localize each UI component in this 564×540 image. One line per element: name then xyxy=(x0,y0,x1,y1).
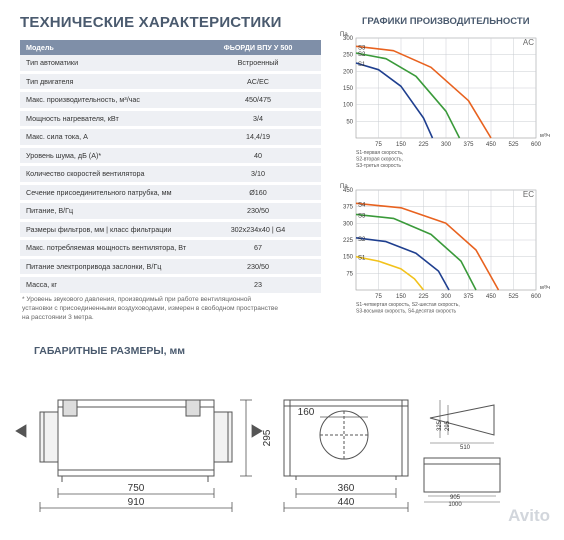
specs-heading: ТЕХНИЧЕСКИЕ ХАРАКТЕРИСТИКИ xyxy=(20,14,282,31)
spec-value: 40 xyxy=(193,146,321,165)
spec-value: 23 xyxy=(193,276,321,295)
x-tick-label: 300 xyxy=(440,142,452,148)
table-row xyxy=(20,220,321,239)
y-tick-label: 225 xyxy=(342,238,353,244)
series-label: S2 xyxy=(358,236,366,243)
spec-param: Питание, В/Гц xyxy=(20,202,193,221)
legend-text: S1-четвертая скорость, S2-шестая скорость, xyxy=(356,302,460,308)
spec-value: AC/EC xyxy=(193,72,321,91)
x-tick-label: 150 xyxy=(395,142,407,148)
y-tick-label: 150 xyxy=(342,254,353,261)
dim-905: 905 xyxy=(449,495,461,501)
spec-param: Макс. сила тока, А xyxy=(20,128,193,147)
side-bracket xyxy=(63,400,77,416)
spec-table-header xyxy=(20,40,321,55)
x-tick-label: 600 xyxy=(530,294,542,300)
y-tick-label: 150 xyxy=(342,86,353,92)
x-tick-label: 525 xyxy=(508,294,519,300)
spec-value: 14,4/19 xyxy=(193,128,321,147)
spec-value: 67 xyxy=(193,239,321,258)
y-tick-label: 300 xyxy=(342,36,353,42)
table-row xyxy=(20,202,321,221)
x-tick-label: 375 xyxy=(463,294,474,300)
table-row xyxy=(20,72,321,91)
footnote: * Уровень звукового давления, производимый при работе вентиляционной установки с присоединенными воздуховодами, измерен в свободном пространстве на расстоянии 3 метра. xyxy=(22,296,279,321)
spec-value: 3/4 xyxy=(193,109,321,128)
dimensions-drawing xyxy=(0,360,564,540)
table-row xyxy=(20,146,321,165)
spec-param: Размеры фильтров, мм | класс фильтрации xyxy=(20,220,193,239)
y-axis-label: Па xyxy=(340,32,348,38)
chart-ac xyxy=(330,28,560,180)
spec-value: 450/475 xyxy=(193,91,321,110)
x-tick-label: 375 xyxy=(463,142,474,148)
airflow-arrow-right-icon xyxy=(252,425,262,437)
spec-param: Макс. потребляемая мощность вентилятора, Вт xyxy=(20,239,193,258)
y-tick-label: 200 xyxy=(342,69,353,76)
x-tick-label: 225 xyxy=(418,142,429,148)
graphs-heading: ГРАФИКИ ПРОИЗВОДИТЕЛЬНОСТИ xyxy=(362,16,530,27)
x-tick-label: 75 xyxy=(375,294,382,300)
y-tick-label: 50 xyxy=(346,119,353,126)
x-tick-label: 600 xyxy=(530,142,542,148)
x-tick-label: 525 xyxy=(508,142,519,148)
y-tick-label: 100 xyxy=(342,102,353,109)
spec-header-param: Модель xyxy=(20,40,193,55)
series-label: S3 xyxy=(358,213,366,220)
legend-text: S3-восьмая скорость, S4-десятая скорость xyxy=(356,308,457,315)
dim-360: 360 xyxy=(337,483,355,494)
table-row xyxy=(20,109,321,128)
chart-mode-label: AC xyxy=(522,38,534,47)
spec-param: Уровень шума, дБ (А)* xyxy=(20,146,193,165)
dim-440: 440 xyxy=(337,497,355,508)
y-tick-label: 250 xyxy=(342,52,353,59)
legend-text: S3-третья скорость xyxy=(356,163,401,169)
dim-325: 325 xyxy=(437,420,443,432)
x-axis-label: м³/ч xyxy=(540,133,551,139)
spec-value: 230/50 xyxy=(193,202,321,221)
spec-param: Питание электропривода заслонки, В/Гц xyxy=(20,257,193,276)
x-tick-label: 450 xyxy=(485,294,497,300)
table-row xyxy=(20,91,321,110)
spec-param: Масса, кг xyxy=(20,276,193,295)
x-tick-label: 150 xyxy=(395,294,407,300)
x-tick-label: 300 xyxy=(440,294,452,300)
dimensions-heading: ГАБАРИТНЫЕ РАЗМЕРЫ, мм xyxy=(34,345,185,357)
dim-510: 510 xyxy=(459,445,471,451)
series-label: S1 xyxy=(358,255,366,262)
dim-750: 750 xyxy=(127,483,145,494)
spec-header-value: ФЬОРДИ ВПУ У 500 xyxy=(193,40,321,55)
series-label: S2 xyxy=(358,52,366,58)
chart-mode-label: EC xyxy=(522,190,534,199)
table-row xyxy=(20,276,321,295)
plan-body xyxy=(424,458,500,492)
table-row xyxy=(20,165,321,184)
spec-value: Ø160 xyxy=(193,183,321,202)
x-tick-label: 225 xyxy=(418,294,429,300)
spec-value: Встроенный xyxy=(193,55,321,72)
watermark-logo: Avito xyxy=(508,506,550,525)
spec-value: 3/10 xyxy=(193,165,321,184)
series-label: S1 xyxy=(358,62,366,68)
spec-param: Тип двигателя xyxy=(20,72,193,91)
spec-value: 302x234x40 | G4 xyxy=(193,220,321,239)
series-label: S3 xyxy=(358,45,366,52)
x-axis-label: м³/ч xyxy=(540,285,551,291)
spec-param: Макс. производительность, м³/час xyxy=(20,91,193,110)
dim-160: 160 xyxy=(297,407,315,418)
spec-table xyxy=(20,40,321,296)
spec-param: Количество скоростей вентилятора xyxy=(20,165,193,184)
table-row xyxy=(20,257,321,276)
x-tick-label: 450 xyxy=(485,142,497,148)
y-axis-label: Па xyxy=(340,184,348,190)
series-label: S4 xyxy=(358,202,366,209)
spec-param: Тип автоматики xyxy=(20,55,193,72)
y-tick-label: 300 xyxy=(342,221,353,228)
dim-1000: 1000 xyxy=(448,502,462,508)
y-tick-label: 75 xyxy=(346,271,353,278)
spec-param: Мощность нагревателя, кВт xyxy=(20,109,193,128)
x-tick-label: 75 xyxy=(375,142,382,148)
legend-text: S1-первая скорость, xyxy=(356,150,404,156)
y-tick-label: 375 xyxy=(342,204,353,211)
dim-295b: 295 xyxy=(445,420,451,432)
table-row xyxy=(20,183,321,202)
table-row xyxy=(20,239,321,258)
airflow-arrow-left-icon xyxy=(16,425,26,437)
dim-295: 295 xyxy=(262,429,273,447)
dim-910: 910 xyxy=(127,497,145,508)
spec-value: 230/50 xyxy=(193,257,321,276)
table-row xyxy=(20,55,321,72)
side-bracket xyxy=(186,400,200,416)
spec-param: Сечение присоединительного патрубка, мм xyxy=(20,183,193,202)
chart-ec xyxy=(330,180,560,332)
legend-text: S2-вторая скорость, xyxy=(356,156,403,163)
table-row xyxy=(20,128,321,147)
y-tick-label: 450 xyxy=(342,188,353,194)
